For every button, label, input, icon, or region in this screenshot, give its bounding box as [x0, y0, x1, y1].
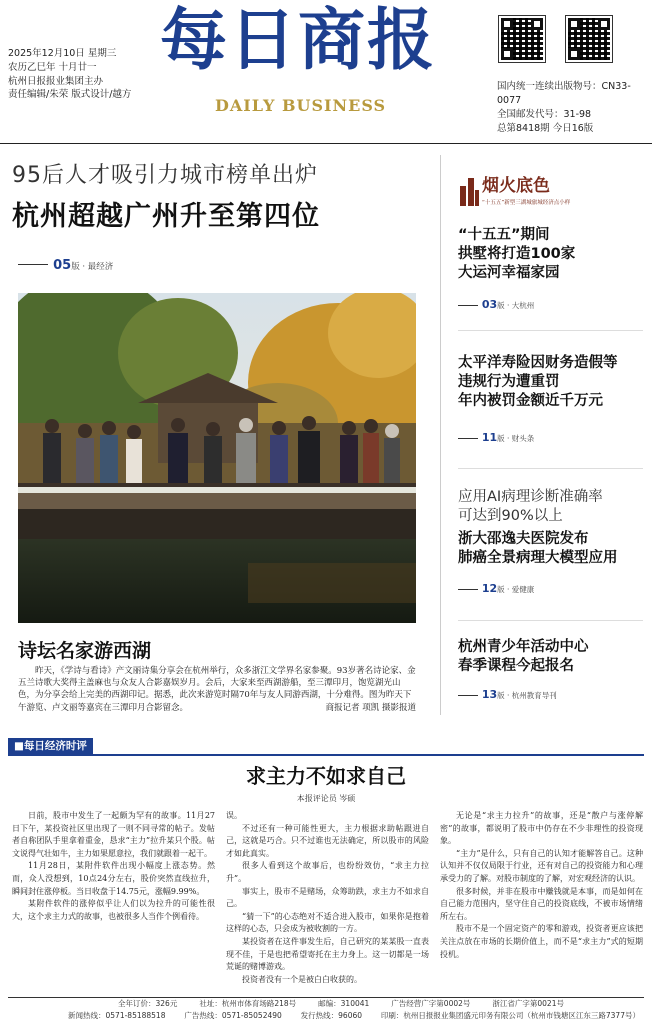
headline-line: 春季课程今起报名 [458, 658, 574, 674]
paragraph: 某附件软件的涨停似乎让人们以为拉升的可能性很大，这个求主力式的故事，也被很多人当作个例看待。 [12, 899, 215, 921]
kicker-line: 应用AI病理诊断准确率 [458, 489, 603, 505]
photo-caption-text: 昨天，《学诗与看诗》产文丽诗集分享会在杭州举行，众多浙江文学界名家参聚。93岁著名诗论家、金五兰诗歌大奖得主盖麻也与众友人合影嘉娱岁月。会后，大家来至西湖游船，至三潭印月，饱览湖光山色，为分享会给上完美的西湖印记。据悉，此次来游览时隔70年与友人同游西湖，十分难得。图为昨天下午游览、卢文丽等嘉宾在三潭印月合影留念。 [18, 666, 416, 713]
footer-price: 全年订价：326元 [118, 999, 178, 1008]
lead-page-ref[interactable] [18, 254, 113, 273]
divider [458, 620, 643, 621]
headline-line: 年内被罚金额近千万元 [458, 393, 603, 409]
paragraph: 股市不是一个固定资产的零和游戏，投资者更应该把关注点放在市场的长期价值上，而不是“求主力”式的短期投机。 [440, 924, 643, 959]
footer [8, 997, 644, 1023]
sidebar-item-3[interactable] [458, 530, 618, 568]
paragraph: 不过还有一种可能性更大，主力根据求助帖跟进自己，这就是巧合。只不过谁也无法确定，所以股市的风险才如此真实。 [226, 823, 429, 858]
headline-line: 杭州青少年活动中心 [458, 639, 589, 655]
sponsor: 杭州日报报业集团主办 [8, 75, 104, 87]
photo-title[interactable]: 诗坛名家游西湖 [18, 640, 152, 662]
column-divider [440, 155, 441, 715]
paragraph: 误。 [226, 811, 242, 820]
sidebar-item-3-kicker[interactable] [458, 488, 603, 526]
cn-number: 国内统一连续出版物号：CN33-0077 [497, 81, 631, 106]
photo-credit: 商报记者 项凯 摄影报道 [325, 702, 416, 713]
sidebar-item-1-page[interactable] [458, 298, 534, 311]
paragraph: 事实上，股市不是赌场，众筹助跌，求主力不如求自己。 [226, 886, 429, 909]
paragraph: 无论是“求主力拉升”的故事，还是“散户与涨停解密”的故事，都说明了股市中仍存在不少非理性的投资现象。 [440, 811, 643, 846]
sidebar-item-1[interactable] [458, 226, 575, 283]
lead-kicker[interactable]: 95后人才吸引力城市榜单出炉 [12, 163, 318, 188]
sidebar-item-4[interactable] [458, 638, 589, 676]
divider [458, 330, 643, 331]
divider [458, 468, 643, 469]
footer-ad-license-1: 广告经营广字第0002号 [391, 999, 471, 1008]
page-label: 版 · 大杭州 [497, 301, 535, 310]
page-label: 版 · 爱健康 [497, 585, 535, 594]
post-code: 全国邮发代号：31-98 [497, 109, 592, 120]
section-tag: ■每日经济时评 [8, 738, 93, 754]
city-skyline-icon [458, 176, 480, 206]
headline-line: 太平洋寿险因财务造假等 [458, 355, 618, 371]
editorial-title[interactable]: 求主力不如求自己 [246, 764, 406, 788]
sidebar-item-3-page[interactable] [458, 582, 534, 595]
headline-line: 违规行为遭重罚 [458, 374, 560, 390]
masthead-english: DAILY BUSINESS [215, 96, 387, 115]
kicker-line: 可达到90%以上 [458, 508, 563, 524]
sidebar-logo-sub: “十五五”新型三湖城旅城经济点小样 [482, 200, 571, 206]
footer-postcode: 邮编：310041 [318, 999, 370, 1008]
sidebar-item-2-page[interactable] [458, 431, 534, 444]
editorial-column-3 [440, 810, 643, 961]
section-tag-label: 每日经济时评 [23, 740, 87, 752]
paragraph: 某投资者在这件事发生后，自己研究的某某股一直表现不佳，于是也把希望寄托在主力身上。这一切都是一场荒诞的赌博游戏。 [226, 936, 429, 972]
issue-date: 2025年12月10日 星期三 [8, 48, 117, 59]
footer-ad-tel: 广告热线：0571-85052490 [184, 1011, 282, 1020]
paragraph: 很多人看到这个故事后，也纷纷效仿，“求主力拉升”。 [226, 861, 429, 883]
qr-code-icon[interactable] [565, 15, 613, 63]
sidebar-logo [458, 176, 638, 210]
paragraph: “主力”是什么，只有自己的认知才能解答自己。这种认知并不仅仅局限于行业，还有对自己的投资能力和心理承受力的了解。对股市制度的了解，对宏观经济的认识。 [440, 848, 643, 883]
lunar-date: 农历乙巳年 十月廿一 [8, 61, 97, 73]
editorial-byline: 本报评论员 岑硕 [296, 794, 356, 803]
header-divider [0, 143, 652, 144]
paragraph: 日前，股市中发生了一起颇为罕有的故事。11月27日下午，某投资社区里出现了一则不同寻常的帖子。发帖者自称团队手里拿着重金，恳求“主力”拉升某只个股。帖文说得气壮如牛，主力如果愿意拉，我们就跟着一起干。 [12, 811, 215, 858]
editorial-column-2 [226, 810, 429, 986]
headline-line: 浙大邵逸夫医院发布 [458, 531, 589, 547]
page-number: 11 [481, 431, 498, 444]
page-label: 版 · 杭州教育导刊 [497, 691, 557, 700]
footer-ad-license-2: 浙江省广字第0021号 [492, 999, 564, 1008]
publication-numbers [497, 80, 652, 136]
page-number: 13 [481, 688, 498, 701]
editors: 责任编辑/朱荣 版式设计/越方 [8, 89, 132, 101]
lead-page-label: 版 · 最经济 [71, 262, 114, 272]
qr-code-icon[interactable] [498, 15, 546, 63]
lead-headline[interactable]: 杭州超越广州升至第四位 [12, 201, 320, 232]
paragraph: 投资者没有一个是被白白收获的。 [242, 974, 362, 984]
issue-info [8, 47, 131, 102]
paragraph: 很多时候，并非在股市中赚钱就是本事，而是如何在自己能力范围内，坚守住自己的投资底线，不被市场情绪所左右。 [440, 886, 643, 921]
headline-line: “十五五”期间 [458, 227, 550, 243]
footer-printer: 印刷：杭州日报报业集团盛元印务有限公司（杭州市钱塘区江东三路7377号） [380, 1011, 640, 1020]
masthead-title: 每日商报 [160, 0, 436, 79]
sidebar-logo-title: 烟火底色 [482, 176, 550, 196]
headline-line: 大运河幸福家园 [458, 265, 560, 281]
paragraph: “猜一下”的心态绝对不适合进入股市，如果你是抱着这样的心态，只会成为被收割的一方。 [226, 911, 429, 934]
photo-caption [18, 665, 416, 714]
lead-page-number: 05 [53, 258, 72, 273]
section-bar [8, 738, 644, 756]
footer-dist-tel: 发行热线：96060 [300, 1011, 363, 1020]
editorial-column-1 [12, 810, 215, 923]
page-number: 12 [481, 582, 498, 595]
footer-news-tel: 新闻热线：0571-85188518 [68, 1011, 166, 1020]
headline-line: 肺癌全景病理大模型应用 [458, 550, 618, 566]
page-number: 03 [481, 298, 498, 311]
lead-photo [18, 293, 416, 623]
page-label: 版 · 财头条 [497, 434, 535, 443]
headline-line: 拱墅将打造100家 [458, 246, 576, 262]
issue-number: 总第8418期 今日16版 [497, 123, 594, 134]
sidebar-item-2[interactable] [458, 354, 618, 411]
paragraph: 11月28日，某附件软件出现小幅度上涨态势。然而，众人没想到，10点24分左右，股价突然直线拉升，瞬间封住涨停板。当日收盘于14.75元，涨幅9.99%。 [12, 861, 215, 896]
footer-address: 社址：杭州市体育场路218号 [199, 999, 297, 1008]
sidebar-item-4-page[interactable] [458, 688, 557, 701]
